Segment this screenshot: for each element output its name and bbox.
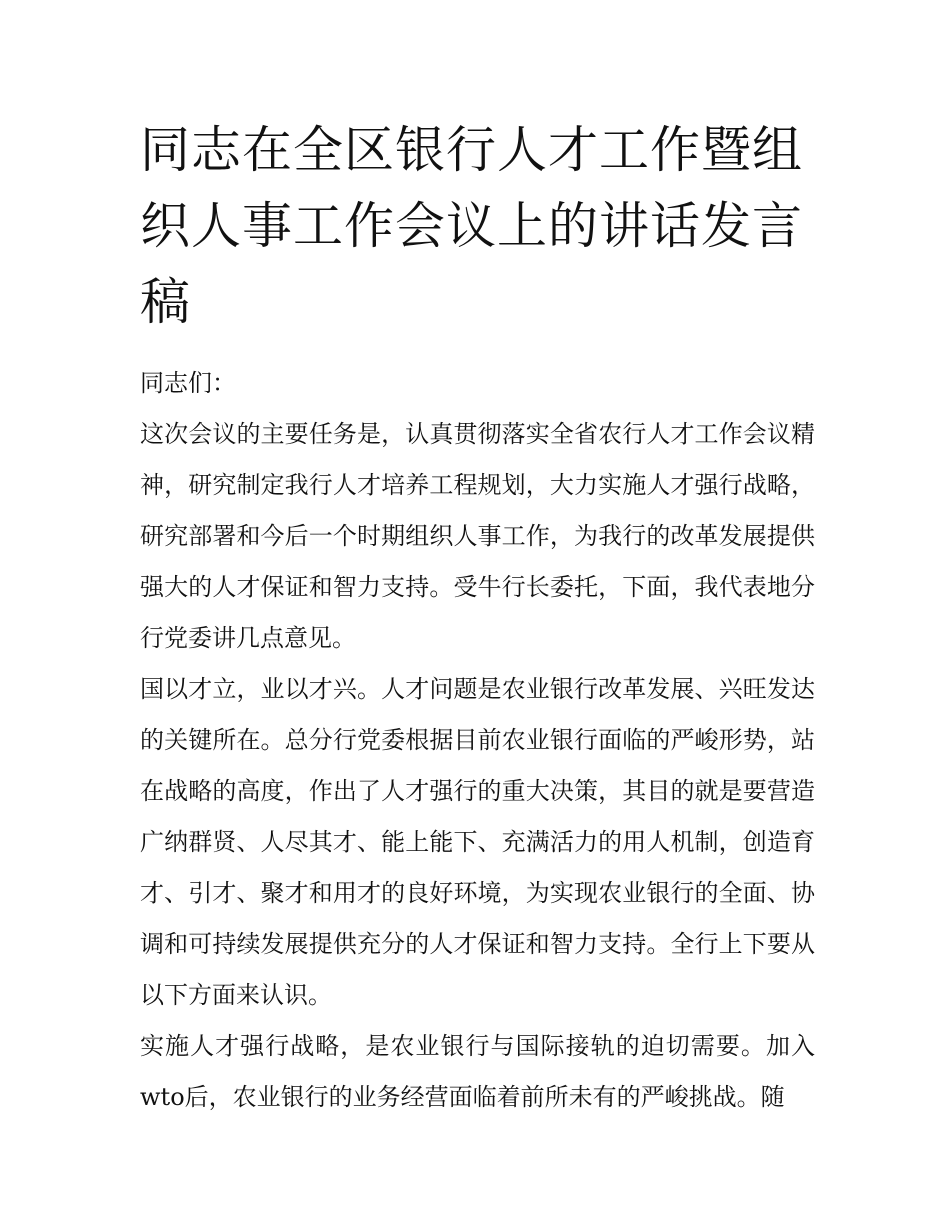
document-body — [140, 112, 815, 1123]
paragraph-2: 国以才立，业以才兴。人才问题是农业银行改革发展、兴旺发达的关键所在。总分行党委根据目前农业银行面临的严峻形势，站在战略的高度，作出了人才强行的重大决策，其目的就是要营造广纳群贤、人尽其才、能上能下、充满活力的用人机制，创造育才、引才、聚才和用才的良好环境，为实现农业银行的全面、协调和可持续发展提供充分的人才保证和智力支持。全行上下要从以下方面来认识。 — [140, 675, 815, 1009]
paragraph-1: 这次会议的主要任务是，认真贯彻落实全省农行人才工作会议精神，研究制定我行人才培养工程规划，大力实施人才强行战略，研究部署和今后一个时期组织人事工作，为我行的改革发展提供强大的人才保证和智力支持。受牛行长委托，下面，我代表地分行党委讲几点意见。 — [140, 420, 815, 652]
paragraph-3: 实施人才强行战略，是农业银行与国际接轨的迫切需要。加入wto后，农业银行的业务经营面临着前所未有的严峻挑战。随 — [140, 1032, 815, 1111]
document-title: 同志在全区银行人才工作暨组织人事工作会议上的讲话发言稿 — [140, 121, 803, 331]
salutation: 同志们： — [140, 369, 236, 397]
